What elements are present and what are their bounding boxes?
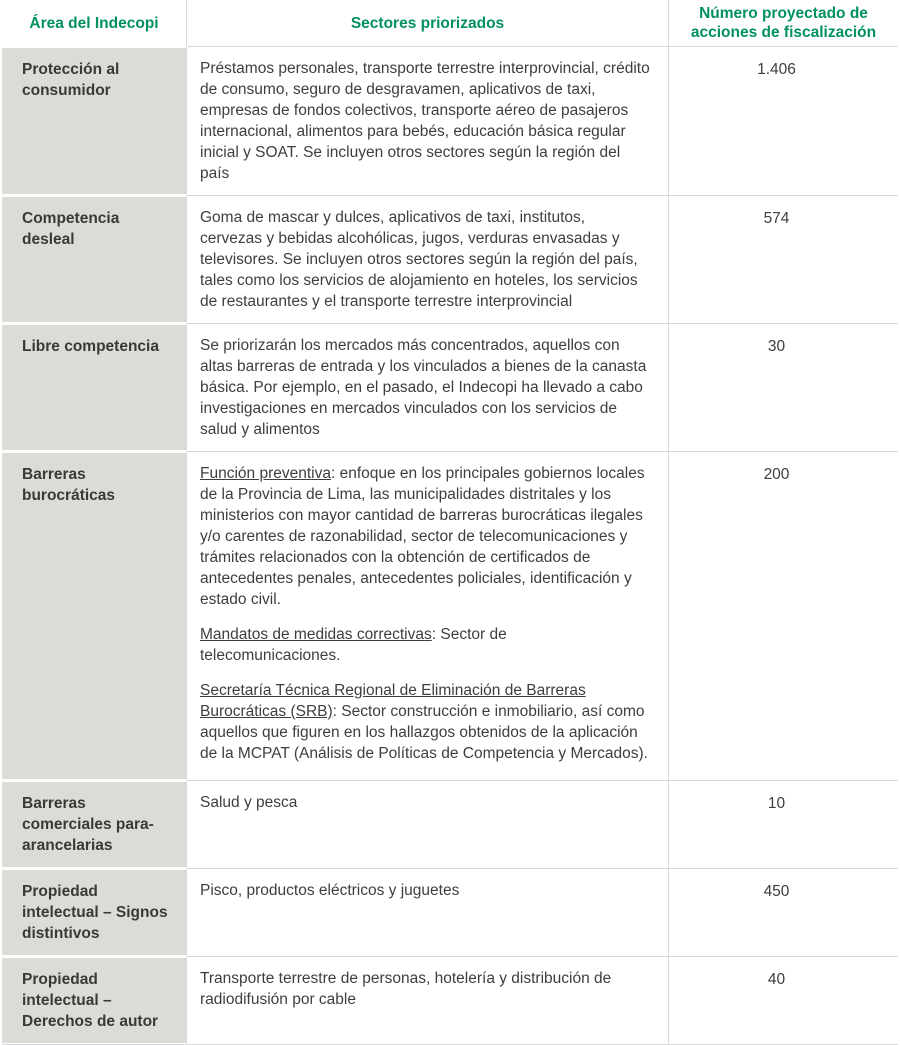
table-header-row — [2, 0, 898, 46]
paragraph-text: Se priorizarán los mercados más concentrados, aquellos con altas barreras de entrada y los vinculados a bienes de la canasta básica. Por ejemplo, en el pasado, el Indecopi ha llevado a cabo investigaciones en mercados vinculados con los servicios de salud y alimentos — [200, 337, 647, 438]
area-cell — [2, 780, 187, 868]
underlined-lead-in: Función preventiva — [200, 465, 331, 482]
column-header-area — [2, 0, 187, 46]
sectors-cell — [187, 323, 669, 451]
area-label: Libre competencia — [22, 338, 159, 355]
table-row — [2, 780, 898, 868]
column-header-sectores — [187, 0, 669, 46]
sectors-cell — [187, 868, 669, 956]
paragraph-text: Transporte terrestre de personas, hotelería y distribución de radiodifusión por cable — [200, 970, 612, 1008]
area-label: Propiedad intelectual – Derechos de autor — [22, 971, 159, 1030]
count-value: 1.406 — [757, 61, 796, 78]
paragraph-text: Préstamos personales, transporte terrestre interprovincial, crédito de consumo, seguro de desgravamen, aplicativos de taxi, empresas de fondos colectivos, transporte aéreo de pasajeros internacional, alimentos para bebés, educación básica regular inicial y SOAT. Se incluyen otros sectores según la región del país — [200, 60, 650, 182]
paragraph-text: Salud y pesca — [200, 794, 298, 811]
table-row — [2, 956, 898, 1044]
sectors-paragraph — [200, 880, 650, 901]
count-value: 200 — [763, 466, 790, 483]
sectors-paragraph — [200, 968, 650, 1010]
sectors-paragraph — [200, 58, 650, 184]
area-cell — [2, 46, 187, 195]
paragraph-text: : Sector construcción e inmobiliario, así como aquellos que figuren en los hallazgos obtenidos de la aplicación de la MCPAT (Análisis de Políticas de Competencia y Mercados). — [200, 703, 648, 762]
count-cell — [669, 195, 898, 323]
sectors-paragraph — [200, 792, 650, 813]
count-cell — [669, 956, 898, 1044]
count-value: 40 — [767, 971, 786, 988]
count-cell — [669, 323, 898, 451]
count-value: 450 — [763, 883, 790, 900]
count-cell — [669, 451, 898, 780]
indecopi-priorities-table — [2, 0, 898, 1045]
area-cell — [2, 451, 187, 780]
count-value: 10 — [767, 795, 786, 812]
area-cell — [2, 956, 187, 1044]
area-label: Barreras burocráticas — [22, 466, 116, 504]
column-header-numero — [669, 0, 898, 46]
paragraph-text: Goma de mascar y dulces, aplicativos de taxi, institutos, cervezas y bebidas alcohólicas, jugos, verduras envasadas y televisores. Se incluyen otros sectores según la región del país, tales como los servicios de alojamiento en hoteles, los servicios de restaurantes y el transporte terrestre interprovincial — [200, 209, 638, 310]
area-label: Competencia desleal — [22, 210, 120, 248]
count-cell — [669, 780, 898, 868]
sectors-paragraph — [200, 463, 650, 610]
area-label: Barreras comerciales para-arancelarias — [22, 795, 154, 854]
sectors-cell — [187, 956, 669, 1044]
sectors-cell — [187, 780, 669, 868]
column-header-area-label: Área del Indecopi — [29, 14, 159, 32]
count-value: 30 — [767, 338, 786, 355]
column-header-sectores-label: Sectores priorizados — [350, 14, 505, 32]
table-body — [2, 46, 898, 1044]
paragraph-text: Pisco, productos eléctricos y juguetes — [200, 882, 460, 899]
paragraph-text: : Sector de telecomunicaciones. — [200, 626, 507, 664]
count-cell — [669, 868, 898, 956]
sectors-paragraph — [200, 207, 650, 312]
table-row — [2, 868, 898, 956]
area-cell — [2, 868, 187, 956]
sectors-paragraph — [200, 680, 650, 764]
paragraph-text: : enfoque en los principales gobiernos locales de la Provincia de Lima, las municipalidades distritales y los ministerios con mayor cantidad de barreras burocráticas ilegales y/o carentes de razonabilidad, sector de telecomunicaciones y trámites relacionados con la obtención de certificados de antecedentes penales, antecedentes policiales, identificación y estado civil. — [200, 465, 645, 608]
sectors-paragraph — [200, 624, 650, 666]
sectors-cell — [187, 451, 669, 780]
count-value: 574 — [763, 210, 790, 227]
table-row — [2, 46, 898, 195]
table-row — [2, 195, 898, 323]
column-header-numero-label: Número proyectado de acciones de fiscalización — [690, 5, 877, 41]
sectors-cell — [187, 46, 669, 195]
sectors-cell — [187, 195, 669, 323]
table-row — [2, 451, 898, 780]
table-row — [2, 323, 898, 451]
underlined-lead-in: Mandatos de medidas correctivas — [200, 626, 432, 643]
sectors-paragraph — [200, 335, 650, 440]
area-cell — [2, 323, 187, 451]
area-label: Propiedad intelectual – Signos distintivos — [22, 883, 168, 942]
area-label: Protección al consumidor — [22, 61, 120, 99]
count-cell — [669, 46, 898, 195]
underlined-lead-in: Secretaría Técnica Regional de Eliminación de Barreras Burocráticas (SRB) — [200, 682, 586, 720]
area-cell — [2, 195, 187, 323]
